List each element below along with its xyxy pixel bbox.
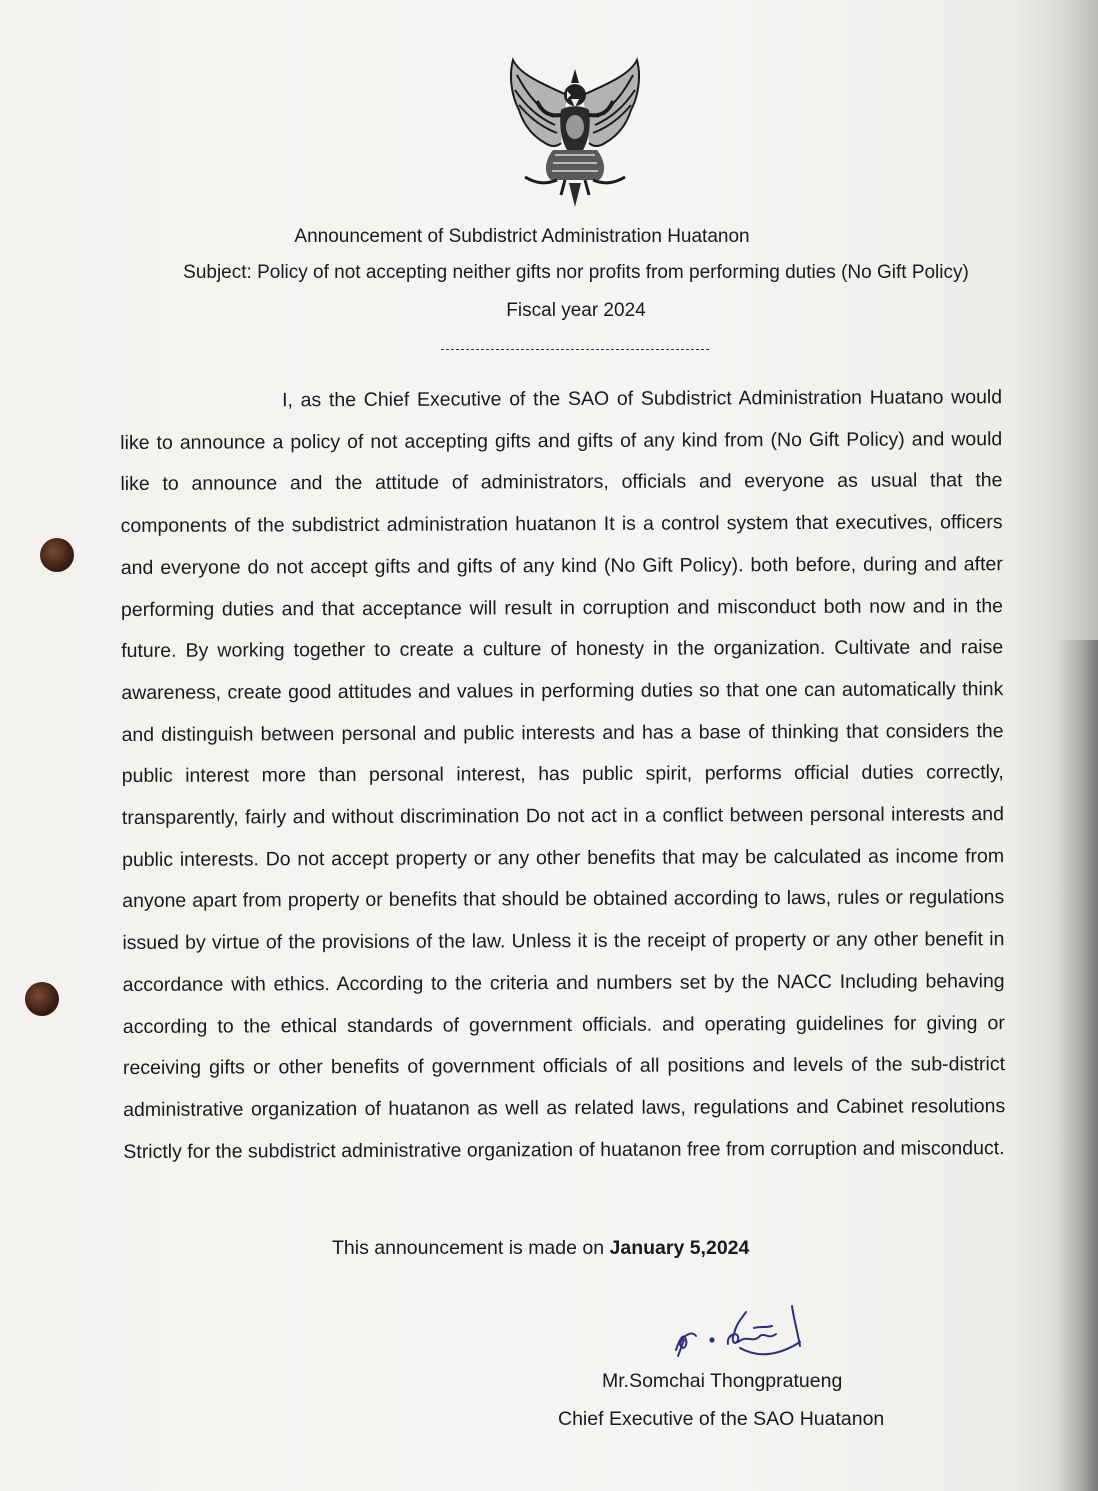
garuda-emblem-icon <box>505 55 645 210</box>
announcement-subject: Subject: Policy of not accepting neither gifts nor profits from performing duties (No Gift Policy) <box>183 262 969 283</box>
punch-hole <box>40 538 74 572</box>
page-edge-shadow <box>1058 640 1098 1491</box>
announcement-title: Announcement of Subdistrict Administration Huatanon <box>294 226 750 247</box>
punch-hole <box>25 982 59 1016</box>
handwritten-signature <box>668 1300 818 1365</box>
announcement-date-line <box>332 1237 749 1260</box>
heading-divider <box>441 349 709 350</box>
announcement-date: January 5,2024 <box>609 1237 750 1259</box>
fiscal-year: Fiscal year 2024 <box>506 300 646 321</box>
signatory-name: Mr.Somchai Thongpratueng <box>602 1370 843 1392</box>
signatory-title: Chief Executive of the SAO Huatanon <box>558 1408 885 1430</box>
announcement-date-prefix: This announcement is made on <box>332 1237 610 1259</box>
announcement-body: I, as the Chief Executive of the SAO of Subdistrict Administration Huatano would like to announce a policy of not accepting gifts and gifts of any kind from (No Gift Policy) and would like to announce and the attitude of administrators, officials and everyone as usual that the components of the subdistrict administration huatanon It is a control system that executives, officers and everyone do not accept gifts and gifts of any kind (No Gift Policy). both before, during and after performing duties and that acceptance will result in corruption and misconduct both now and in the future. By working together to create a culture of honesty in the organization. Cultivate and raise awareness, create good attitudes and values in performing duties so that one can automatically think and distinguish between personal and public interests and has a base of thinking that considers the public interest more than personal interest, has public spirit, performs official duties correctly, transparently, fairly and without discrimination Do not act in a conflict between personal interests and public interests. Do not accept property or any other benefits that may be calculated as income from anyone apart from property or benefits that should be obtained according to laws, rules or regulations issued by virtue of the provisions of the law. Unless it is the receipt of property or any other benefit in accordance with ethics. According to the criteria and numbers set by the NACC Including behaving according to the ethical standards of government officials. and operating guidelines for giving or receiving gifts or other benefits of government officials of all positions and levels of the sub-district administrative organization of huatanon as well as related laws, regulations and Cabinet resolutions Strictly for the subdistrict administrative organization of huatanon free from corruption and misconduct. <box>120 386 1006 1163</box>
